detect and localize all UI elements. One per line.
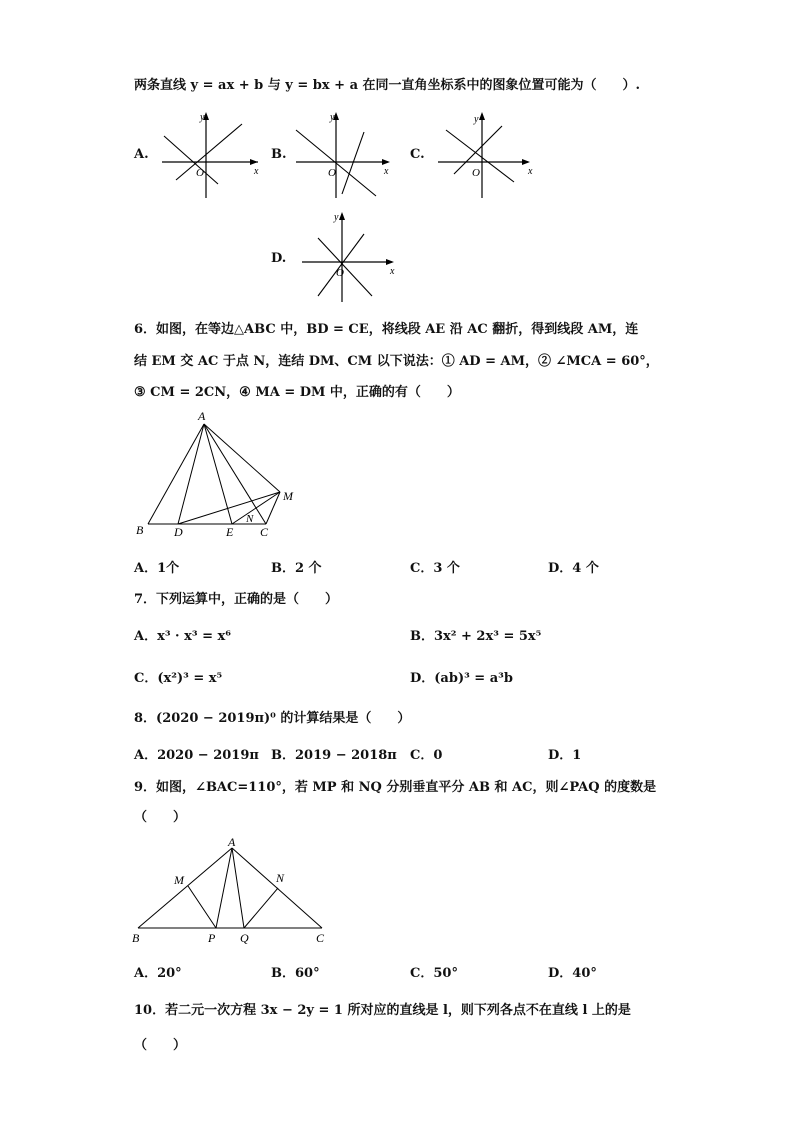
q5c-x-label: x xyxy=(528,166,533,177)
q10-line-1: 10．若二元一次方程 3x − 2y = 1 所对应的直线是 l，则下列各点不在直线 l 上的是 xyxy=(134,1003,631,1018)
q6-triangle-figure xyxy=(134,408,304,540)
q6-option-c[interactable]: C．3 个 xyxy=(410,561,460,576)
q6-label-c: C xyxy=(260,525,269,539)
q9-label-c: C xyxy=(316,931,325,945)
q9-label-q: Q xyxy=(240,931,249,945)
q8-option-c[interactable]: C．0 xyxy=(410,748,443,763)
q6-option-b[interactable]: B．2 个 xyxy=(271,561,322,576)
q5-option-c-label[interactable]: C. xyxy=(410,147,425,162)
q6-label-b: B xyxy=(136,523,144,537)
q9-label-p: P xyxy=(208,931,216,945)
q6-line-1: 6．如图，在等边△ABC 中，BD = CE，将线段 AE 沿 AC 翻折，得到线段 AM，连 xyxy=(134,322,639,337)
q6-option-d[interactable]: D．4 个 xyxy=(548,561,599,576)
q7-option-c[interactable]: C．(x²)³ = x⁵ xyxy=(134,671,223,686)
q5b-origin: O xyxy=(328,167,336,179)
q6-label-e: E xyxy=(226,525,234,539)
q5-graph-a xyxy=(150,108,270,200)
q7-option-d[interactable]: D．(ab)³ = a³b xyxy=(410,671,513,686)
q5-option-d-label[interactable]: D. xyxy=(271,251,287,266)
q8-option-b[interactable]: B．2019 − 2018π xyxy=(271,748,397,763)
q6-line-3: ③ CM = 2CN，④ MA = DM 中，正确的有（ ） xyxy=(134,385,460,400)
q5d-x-label: x xyxy=(390,266,395,277)
q8-option-a[interactable]: A．2020 − 2019π xyxy=(134,748,259,763)
q5-graph-c xyxy=(436,108,556,200)
q7-option-b[interactable]: B．3x² + 2x³ = 5x⁵ xyxy=(410,629,542,644)
q5-option-a-label[interactable]: A. xyxy=(134,147,149,162)
q5d-origin: O xyxy=(336,267,344,279)
q8-option-d[interactable]: D．1 xyxy=(548,748,582,763)
q5-text: 两条直线 y = ax + b 与 y = bx + a 在同一直角坐标系中的图象位置可能为（ ）. xyxy=(134,78,641,93)
q7-option-a[interactable]: A．x³ · x³ = x⁶ xyxy=(134,629,231,644)
q8-text: 8．(2020 − 2019π)⁰ 的计算结果是（ ） xyxy=(134,711,411,726)
q9-triangle-figure xyxy=(132,836,332,948)
q9-label-m: M xyxy=(174,873,184,887)
q5b-y-label: y xyxy=(330,112,335,123)
q9-option-c[interactable]: C．50° xyxy=(410,966,458,981)
q5a-x-label: x xyxy=(254,166,259,177)
q5c-origin: O xyxy=(472,167,480,179)
q6-option-a[interactable]: A．1个 xyxy=(134,561,180,576)
q6-label-a: A xyxy=(198,409,206,423)
q5a-origin: O xyxy=(196,167,204,179)
q6-line-2: 结 EM 交 AC 于点 N，连结 DM、CM 以下说法：① AD = AM，② ∠MCA = 60°， xyxy=(134,354,659,369)
q5-option-b-label[interactable]: B. xyxy=(271,147,287,162)
q5d-y-label: y xyxy=(334,212,339,223)
q5-graph-b xyxy=(290,108,410,200)
q9-label-n: N xyxy=(276,871,285,885)
q10-line-2: （ ） xyxy=(134,1038,187,1053)
q6-label-d: D xyxy=(174,525,183,539)
q9-line-1: 9．如图，∠BAC=110°，若 MP 和 NQ 分别垂直平分 AB 和 AC，则∠PAQ 的度数是 xyxy=(134,780,657,795)
q9-label-b: B xyxy=(132,931,140,945)
q9-option-a[interactable]: A．20° xyxy=(134,966,182,981)
q9-option-d[interactable]: D．40° xyxy=(548,966,597,981)
q9-option-b[interactable]: B．60° xyxy=(271,966,320,981)
q9-line-2: （ ） xyxy=(134,810,187,825)
q5c-y-label: y xyxy=(474,114,479,125)
q5-graph-d xyxy=(300,208,420,304)
q6-label-m: M xyxy=(283,489,293,503)
q7-text: 7．下列运算中，正确的是（ ） xyxy=(134,592,339,607)
q5a-y-label: y xyxy=(200,112,205,123)
q5b-x-label: x xyxy=(384,166,389,177)
q6-label-n: N xyxy=(246,513,254,525)
q9-label-a: A xyxy=(228,835,236,849)
